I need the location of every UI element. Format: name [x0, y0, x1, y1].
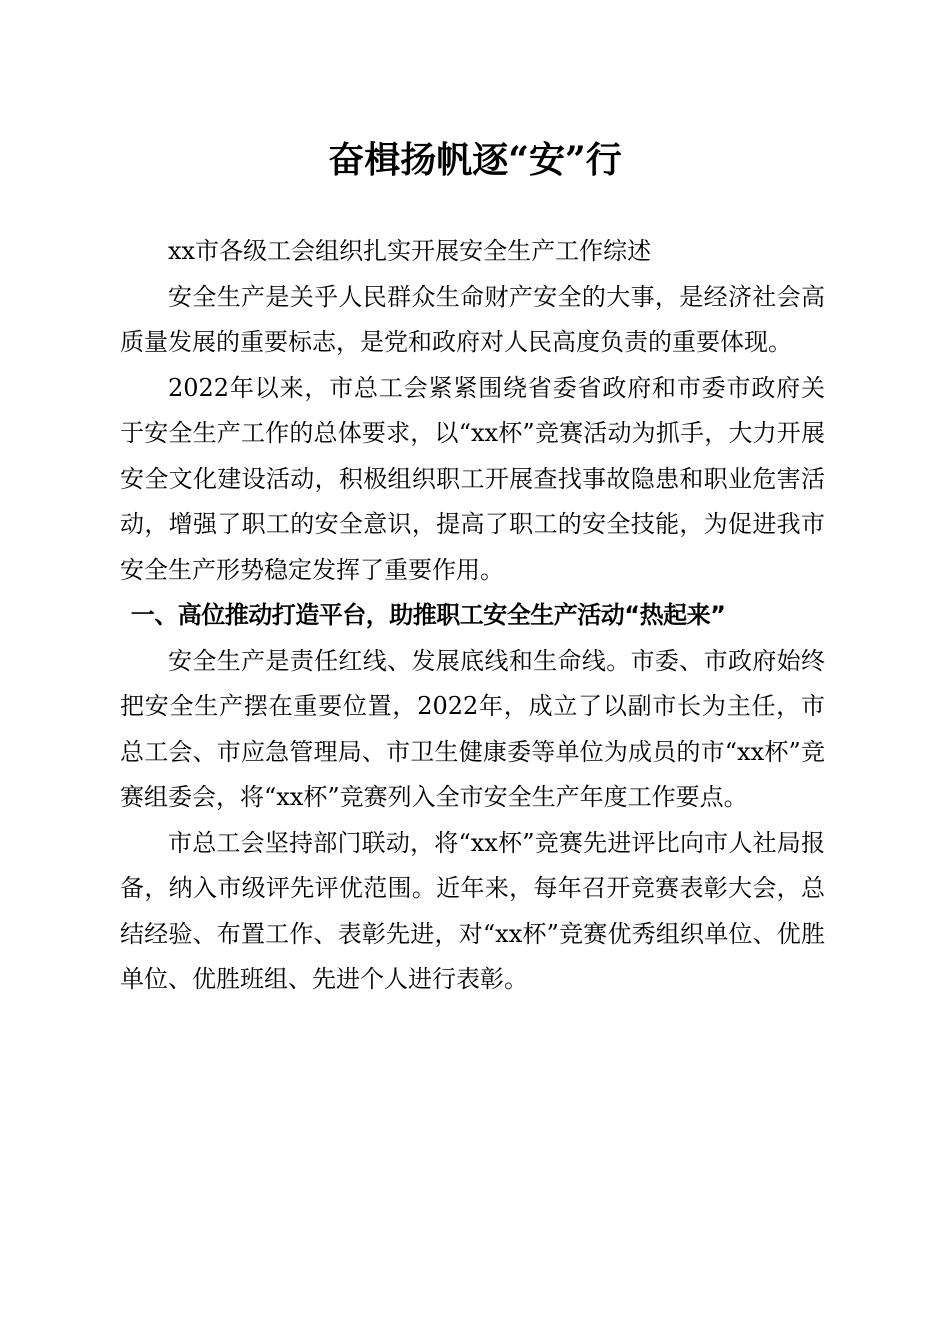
paragraph-intro: 安全生产是关乎人民群众生命财产安全的大事，是经济社会高质量发展的重要标志，是党和政府对人民高度负责的重要体现。 — [120, 282, 825, 356]
paragraph-section1-a: 安全生产是责任红线、发展底线和生命线。市委、市政府始终把安全生产摆在重要位置，2022年，成立了以副市长为主任，市总工会、市应急管理局、市卫生健康委等单位为成员的市“xx杯”竞赛组委会，将“xx杯”竞赛列入全市安全生产年度工作要点。 — [120, 646, 825, 811]
section-heading-1: 一、高位推动打造平台，助推职工安全生产活动“热起来” — [130, 601, 726, 629]
paragraph-overview: 2022年以来，市总工会紧紧围绕省委省政府和市委市政府关于安全生产工作的总体要求，以“xx杯”竞赛活动为抓手，大力开展安全文化建设活动，积极组织职工开展查找事故隐患和职业危害活动，增强了职工的安全意识，提高了职工的安全技能，为促进我市安全生产形势稳定发挥了重要作用。 — [120, 373, 825, 584]
document-body — [120, 229, 825, 1003]
document-subtitle: xx市各级工会组织扎实开展安全生产工作综述 — [168, 237, 652, 265]
document-title: 奋楫扬帆逐“安”行 — [328, 139, 622, 181]
paragraph-section1-b: 市总工会坚持部门联动，将“xx杯”竞赛先进评比向市人社局报备，纳入市级评先评优范围。近年来，每年召开竞赛表彰大会，总结经验、布置工作、表彰先进，对“xx杯”竞赛优秀组织单位、优胜单位、优胜班组、先进个人进行表彰。 — [120, 828, 825, 993]
